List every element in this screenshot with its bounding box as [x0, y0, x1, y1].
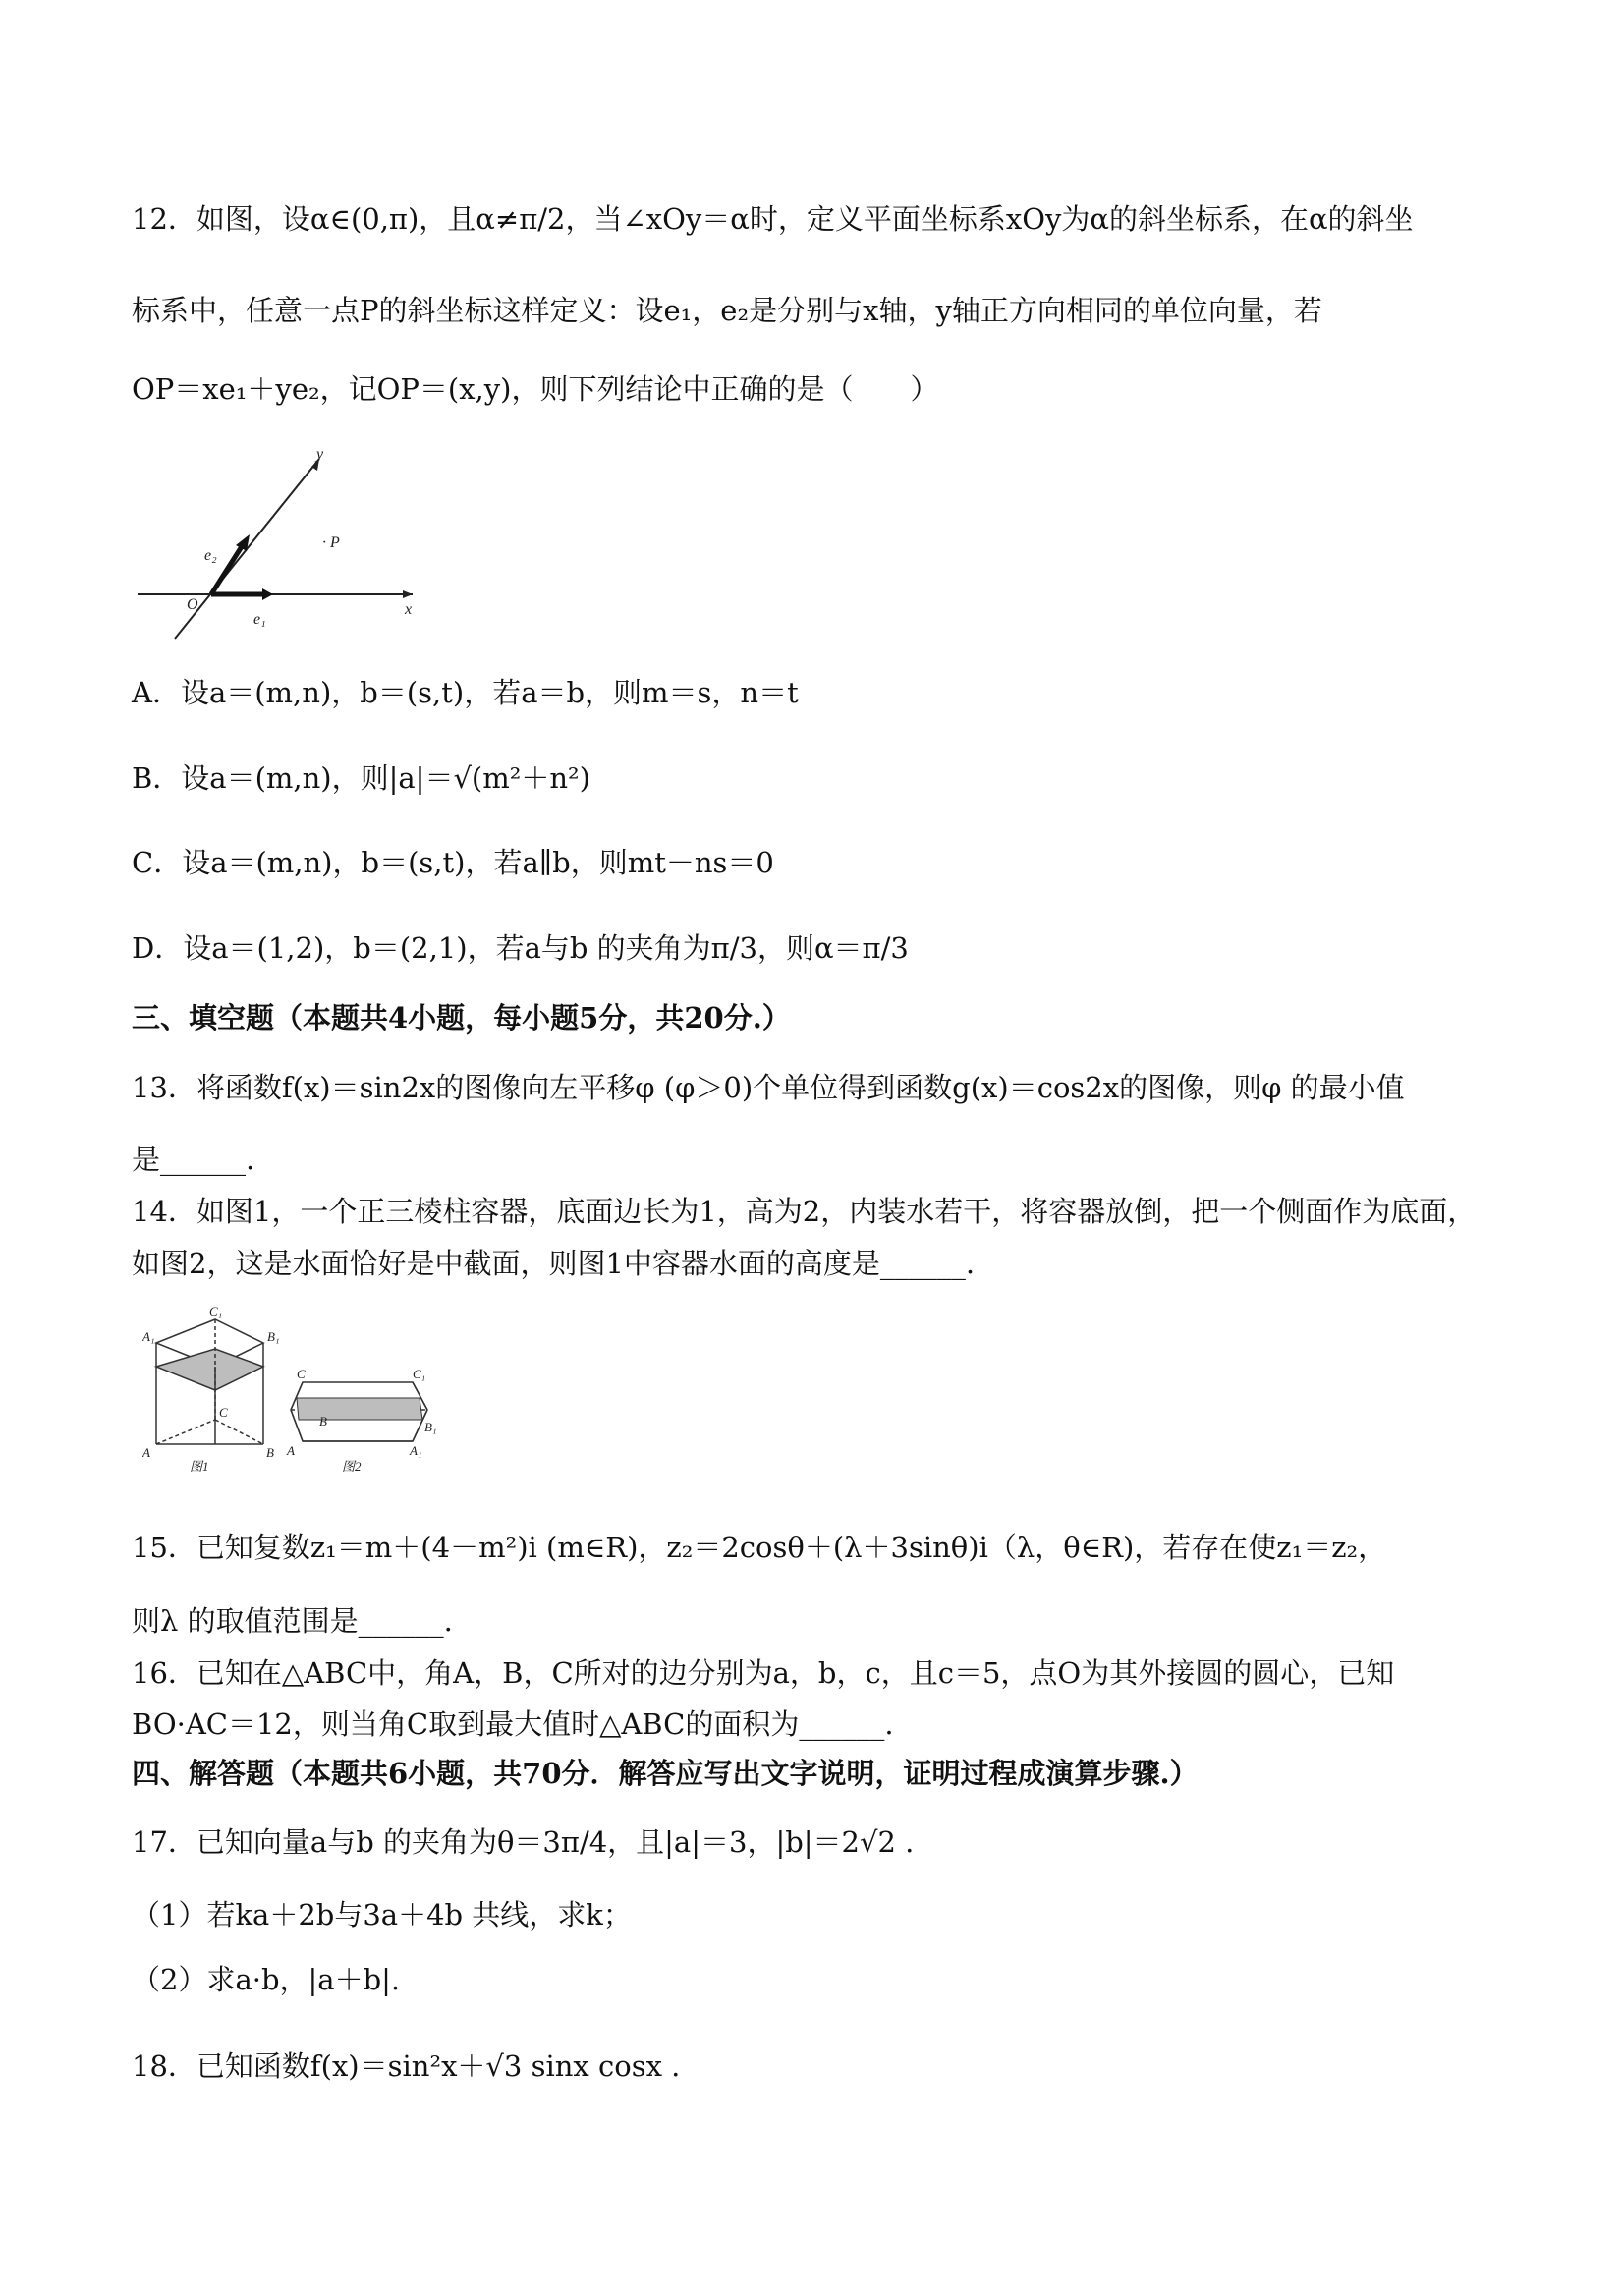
q17-part2: （2）求a·b，|a＋b|.	[132, 1963, 401, 1996]
section-3-heading: 三、填空题（本题共4小题，每小题5分，共20分.）	[132, 1001, 791, 1035]
q12-line2: 标系中，任意一点P的斜坐标这样定义：设e₁，e₂是分别与x轴，y轴正方向相同的单位向量，若	[132, 294, 1322, 327]
q12-line3: OP＝xe₁＋ye₂，记OP＝(x,y)，则下列结论中正确的是（ ）	[132, 372, 939, 406]
q12-option-a: A．设a＝(m,n)，b＝(s,t)，若a＝b，则m＝s，n＝t	[132, 676, 799, 709]
q12-option-d: D．设a＝(1,2)，b＝(2,1)，若a与b 的夹角为π/3，则α＝π/3	[132, 931, 909, 965]
fig1-caption: 图1	[190, 1459, 209, 1474]
fig12-p-label: · P	[322, 534, 340, 551]
q12-option-b: B．设a＝(m,n)，则|a|＝√(m²＋n²)	[132, 761, 590, 795]
fig1-a1-label: A₁	[142, 1329, 155, 1344]
fig1-b-label: B	[266, 1445, 274, 1460]
section-4-heading: 四、解答题（本题共6小题，共70分．解答应写出文字说明，证明过程成演算步骤.）	[132, 1757, 1199, 1790]
prism-figure-2	[285, 1361, 447, 1474]
q13-line1: 13．将函数f(x)＝sin2x的图像向左平移φ (φ＞0)个单位得到函数g(x)＝cos2x的图像，则φ 的最小值	[132, 1071, 1405, 1104]
fig2-b1-label: B₁	[424, 1420, 437, 1434]
fig12-x-label: x	[405, 601, 413, 618]
fig2-c-label: C	[297, 1367, 306, 1381]
q15-line2: 则λ 的取值范围是______.	[132, 1604, 453, 1638]
q18-line1: 18．已知函数f(x)＝sin²x＋√3 sinx cosx .	[132, 2049, 681, 2083]
q13-line2: 是______.	[132, 1143, 255, 1176]
q15-line1: 15．已知复数z₁＝m＋(4－m²)i (m∈R)，z₂＝2cosθ＋(λ＋3sinθ)i（λ，θ∈R)，若存在使z₁＝z₂，	[132, 1531, 1387, 1564]
fig2-c1-label: C₁	[413, 1367, 426, 1381]
q14-line1: 14．如图1，一个正三棱柱容器，底面边长为1，高为2，内装水若干，将容器放倒，把一个侧面作为底面，	[132, 1195, 1477, 1228]
fig1-c-label: C	[219, 1405, 228, 1420]
fig1-c1-label: C₁	[209, 1304, 223, 1318]
q12-option-c: C．设a＝(m,n)，b＝(s,t)，若a∥b，则mt－ns＝0	[132, 846, 774, 879]
fig2-caption: 图2	[342, 1459, 362, 1474]
fig12-o-label: O	[187, 596, 198, 613]
fig12-e1-label: e₁	[253, 611, 266, 628]
fig1-b1-label: B₁	[267, 1329, 280, 1344]
fig2-a1-label: A₁	[410, 1443, 422, 1458]
q16-line2: BO·AC＝12，则当角C取到最大值时△ABC的面积为______.	[132, 1708, 894, 1741]
fig2-b-label: B	[319, 1414, 327, 1428]
q14-line2: 如图2，这是水面恰好是中截面，则图1中容器水面的高度是______.	[132, 1247, 976, 1280]
q12-line1: 12．如图，设α∈(0,π)，且α≠π/2，当∠xOy＝α时，定义平面坐标系xOy为α的斜坐标系，在α的斜坐	[132, 202, 1414, 236]
q16-line1: 16．已知在△ABC中，角A，B，C所对的边分别为a，b，c，且c＝5，点O为其外接圆的圆心，已知	[132, 1656, 1395, 1690]
q17-part1: （1）若ka＋2b与3a＋4b 共线，求k；	[132, 1898, 632, 1932]
prism-figure-1	[142, 1302, 280, 1474]
fig12-y-label: y	[316, 447, 324, 463]
q17-line1: 17．已知向量a与b 的夹角为θ＝3π/4，且|a|＝3，|b|＝2√2 .	[132, 1825, 915, 1859]
oblique-coordinate-figure	[128, 447, 422, 644]
fig2-a-label: A	[287, 1443, 295, 1458]
fig12-e2-label: e₂	[204, 547, 217, 564]
fig1-a-label: A	[142, 1445, 150, 1460]
